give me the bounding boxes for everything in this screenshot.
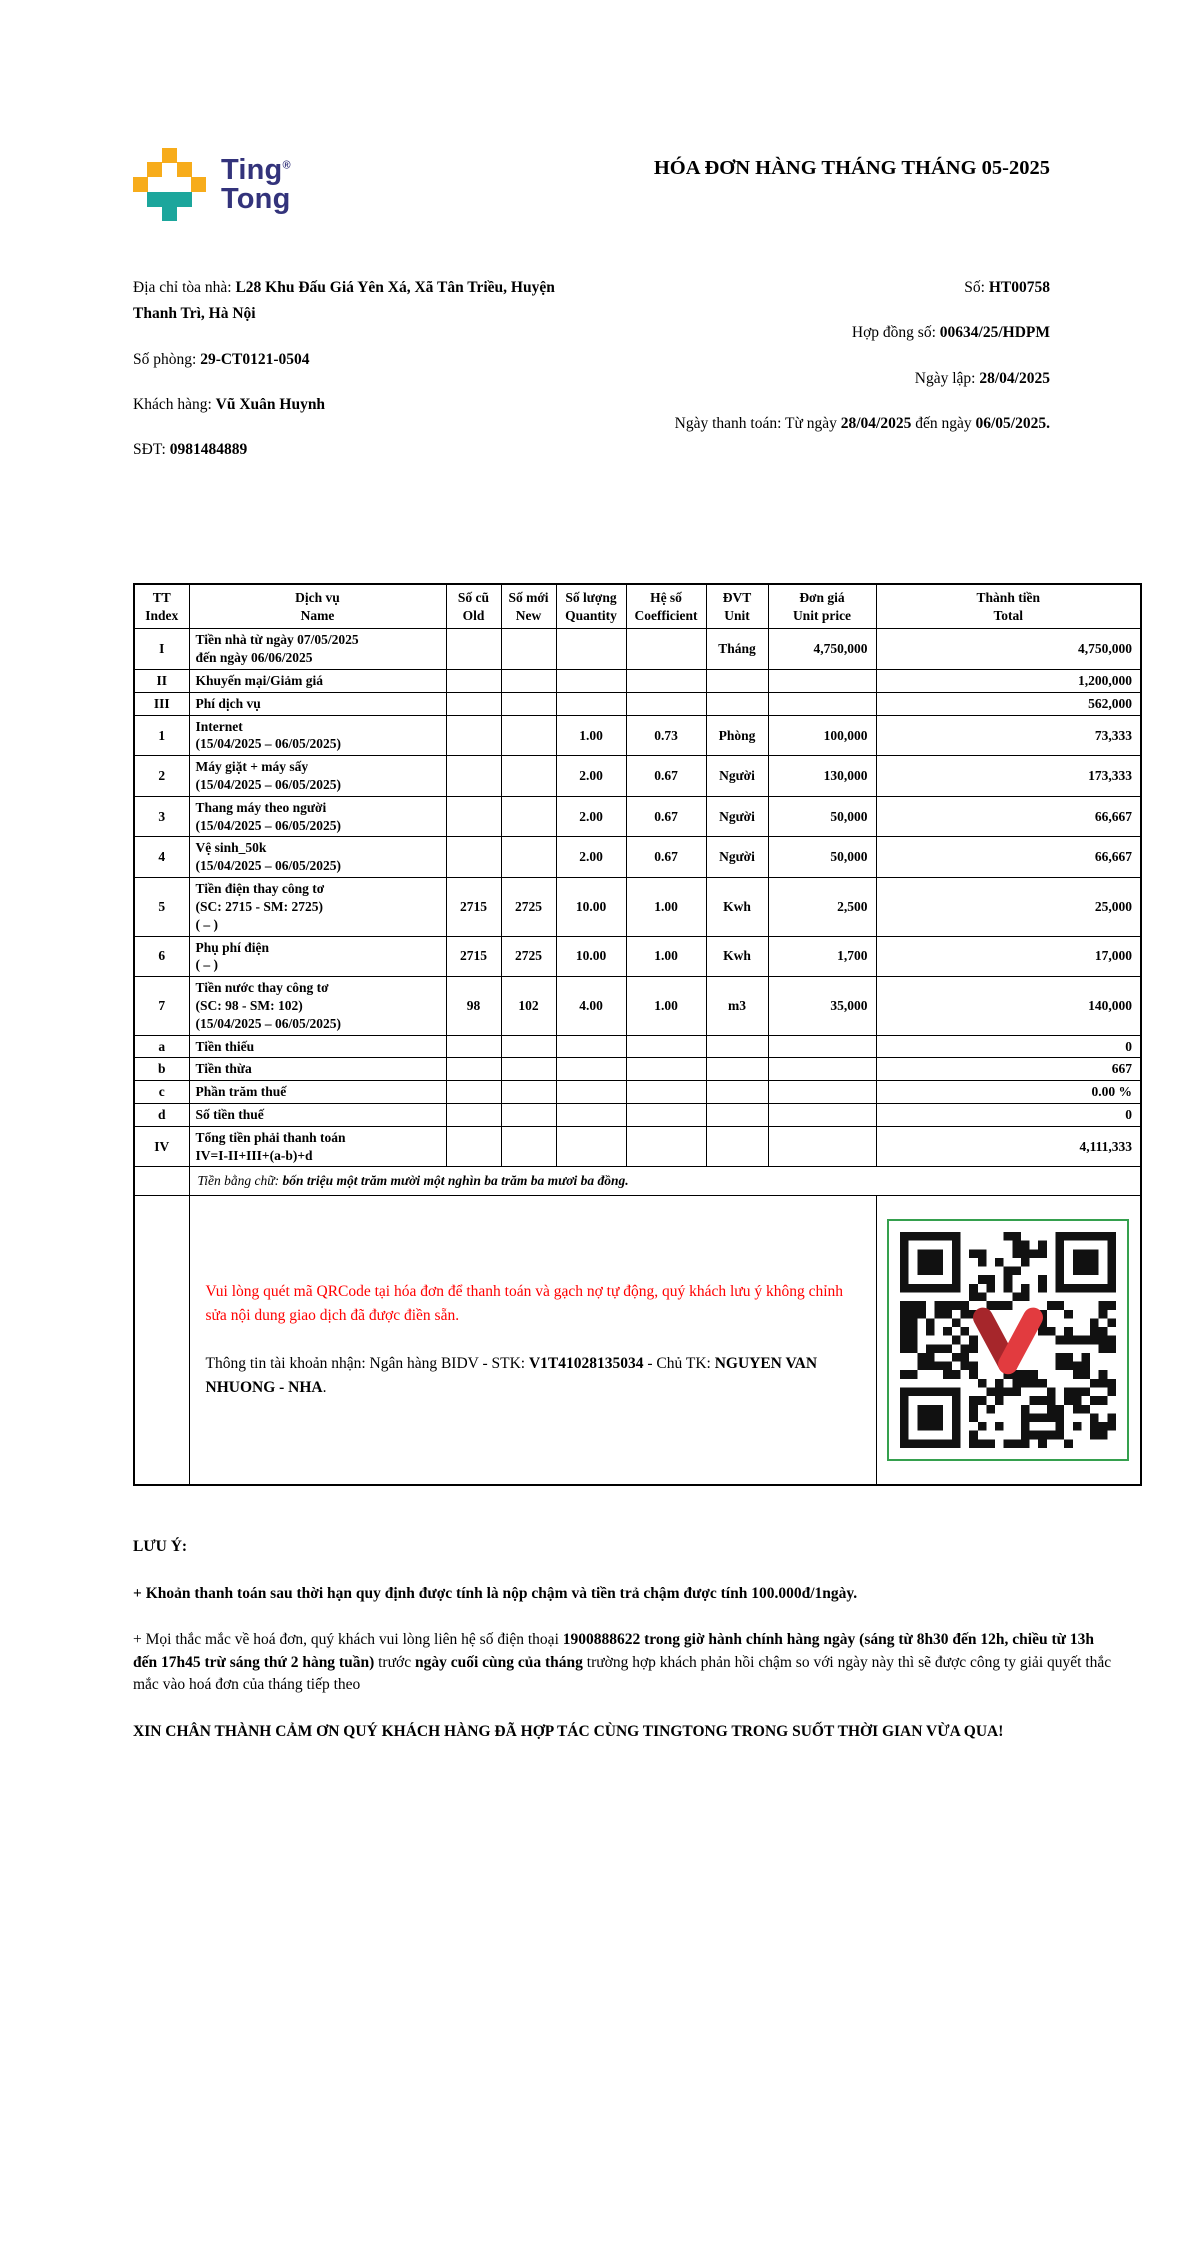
cell-name: Tiền điện thay công tơ (SC: 2715 - SM: 2725) ( – ) — [189, 878, 446, 936]
amount-in-words-value: bốn triệu một trăm mười một nghìn ba trăm ba mươi ba đồng. — [282, 1173, 629, 1189]
cell-coefficient — [626, 1081, 706, 1104]
cell-total: 173,333 — [876, 756, 1141, 797]
cell-index: 6 — [134, 936, 189, 977]
cell-coefficient — [626, 1104, 706, 1127]
cell-unit-price — [768, 1104, 876, 1127]
column-header-2: Số cũ Old — [446, 584, 501, 629]
qr-payment-warning-text: Vui lòng quét mã QRCode tại hóa đơn để thanh toán và gạch nợ tự động, quý khách lưu ý không chỉnh sửa nội dung giao dịch đã được điền sẵn. — [205, 1283, 844, 1325]
cell-new — [501, 837, 556, 878]
tingtong-logo — [133, 148, 291, 221]
cell-new — [501, 669, 556, 692]
cell-quantity: 2.00 — [556, 756, 626, 797]
qr-row — [134, 1196, 1141, 1486]
late-payment-note: + Khoản thanh toán sau thời hạn quy định được tính là nộp chậm và tiền trả chậm được tính 100.000đ/1ngày. — [133, 1584, 858, 1602]
cell-unit-price — [768, 1035, 876, 1058]
cell-new — [501, 756, 556, 797]
cell-total: 66,667 — [876, 837, 1141, 878]
cell-old: 2715 — [446, 936, 501, 977]
cell-new — [501, 796, 556, 837]
cell-index: 1 — [134, 715, 189, 756]
cell-quantity: 4.00 — [556, 977, 626, 1035]
table-row-2 — [134, 756, 1141, 797]
cell-quantity: 2.00 — [556, 796, 626, 837]
cell-index: 2 — [134, 756, 189, 797]
cell-coefficient: 1.00 — [626, 977, 706, 1035]
amount-in-words-spacer — [134, 1167, 189, 1196]
cell-total: 667 — [876, 1058, 1141, 1081]
cell-index: IV — [134, 1126, 189, 1167]
cell-name: Số tiền thuế — [189, 1104, 446, 1127]
cell-old — [446, 629, 501, 670]
cell-total: 0.00 % — [876, 1081, 1141, 1104]
building-address-line: Địa chỉ tòa nhà: L28 Khu Đấu Giá Yên Xá, Xã Tân Triều, Huyện Thanh Trì, Hà Nội — [133, 279, 555, 323]
cell-unit-price: 4,750,000 — [768, 629, 876, 670]
table-row-III — [134, 692, 1141, 715]
qr-code-image — [900, 1232, 1116, 1448]
table-header-row — [134, 584, 1141, 629]
column-header-3: Số mới New — [501, 584, 556, 629]
cell-old — [446, 669, 501, 692]
cell-quantity — [556, 1058, 626, 1081]
cell-unit: Người — [706, 796, 768, 837]
amount-in-words-row — [134, 1167, 1141, 1196]
cell-new — [501, 1126, 556, 1167]
cell-unit — [706, 669, 768, 692]
cell-total: 66,667 — [876, 796, 1141, 837]
cell-coefficient: 0.67 — [626, 837, 706, 878]
cell-unit-price — [768, 1058, 876, 1081]
cell-unit-price — [768, 1126, 876, 1167]
cell-new — [501, 692, 556, 715]
cell-total: 140,000 — [876, 977, 1141, 1035]
cell-index: b — [134, 1058, 189, 1081]
cell-coefficient: 1.00 — [626, 936, 706, 977]
cell-old: 2715 — [446, 878, 501, 936]
table-row-b — [134, 1058, 1141, 1081]
cell-quantity — [556, 1035, 626, 1058]
cell-name: Vệ sinh_50k (15/04/2025 – 06/05/2025) — [189, 837, 446, 878]
logo-word-1: Ting — [221, 154, 283, 187]
table-row-d — [134, 1104, 1141, 1127]
cell-name: Máy giặt + máy sấy (15/04/2025 – 06/05/2025) — [189, 756, 446, 797]
cell-unit-price: 130,000 — [768, 756, 876, 797]
invoice-meta — [601, 275, 1050, 483]
cell-unit: Người — [706, 837, 768, 878]
cell-quantity — [556, 1126, 626, 1167]
column-header-5: Hệ số Coefficient — [626, 584, 706, 629]
cell-index: I — [134, 629, 189, 670]
cell-new: 102 — [501, 977, 556, 1035]
table-row-IV — [134, 1126, 1141, 1167]
cell-total: 73,333 — [876, 715, 1141, 756]
cell-old — [446, 756, 501, 797]
cell-coefficient — [626, 669, 706, 692]
amount-in-words-cell — [189, 1167, 1141, 1196]
cell-index: 3 — [134, 796, 189, 837]
cell-unit — [706, 692, 768, 715]
cell-new — [501, 1104, 556, 1127]
table-row-I — [134, 629, 1141, 670]
column-header-6: ĐVT Unit — [706, 584, 768, 629]
cell-unit: Người — [706, 756, 768, 797]
cell-name: Tiền nước thay công tơ (SC: 98 - SM: 102) (15/04/2025 – 06/05/2025) — [189, 977, 446, 1035]
cell-unit — [706, 1035, 768, 1058]
invoice-number-line: Số: HT00758 — [964, 279, 1050, 296]
column-header-8: Thành tiền Total — [876, 584, 1141, 629]
cell-unit: m3 — [706, 977, 768, 1035]
qr-code-cell — [876, 1196, 1141, 1486]
cell-quantity — [556, 629, 626, 670]
phone-line: SĐT: 0981484889 — [133, 441, 248, 459]
cell-old — [446, 1035, 501, 1058]
cell-total: 17,000 — [876, 936, 1141, 977]
column-header-4: Số lượng Quantity — [556, 584, 626, 629]
cell-old — [446, 1081, 501, 1104]
cell-total: 562,000 — [876, 692, 1141, 715]
cell-coefficient — [626, 692, 706, 715]
cell-index: d — [134, 1104, 189, 1127]
cell-unit — [706, 1126, 768, 1167]
cell-new — [501, 1035, 556, 1058]
cell-unit: Phòng — [706, 715, 768, 756]
cell-old — [446, 1058, 501, 1081]
cell-total: 25,000 — [876, 878, 1141, 936]
table-row-6 — [134, 936, 1141, 977]
cell-old — [446, 837, 501, 878]
cell-total: 4,750,000 — [876, 629, 1141, 670]
qr-row-spacer — [134, 1196, 189, 1486]
cell-unit-price — [768, 1081, 876, 1104]
cell-unit — [706, 1081, 768, 1104]
cell-total: 4,111,333 — [876, 1126, 1141, 1167]
cell-new: 2725 — [501, 936, 556, 977]
cell-unit: Kwh — [706, 936, 768, 977]
cell-name: Phụ phí điện ( – ) — [189, 936, 446, 977]
cell-unit-price — [768, 669, 876, 692]
cell-index: 4 — [134, 837, 189, 878]
payment-period-line: Ngày thanh toán: Từ ngày 28/04/2025 đến ngày 06/05/2025. — [674, 415, 1050, 433]
invoice-table — [133, 583, 1142, 1487]
cell-unit — [706, 1104, 768, 1127]
cell-coefficient — [626, 1058, 706, 1081]
column-header-1: Dịch vụ Name — [189, 584, 446, 629]
cell-unit-price: 50,000 — [768, 796, 876, 837]
cell-name: Tiền nhà từ ngày 07/05/2025 đến ngày 06/06/2025 — [189, 629, 446, 670]
cell-coefficient — [626, 1126, 706, 1167]
cell-old — [446, 692, 501, 715]
cell-name: Internet (15/04/2025 – 06/05/2025) — [189, 715, 446, 756]
cell-index: a — [134, 1035, 189, 1058]
footer-notes — [133, 1536, 1115, 1743]
cell-unit-price: 1,700 — [768, 936, 876, 977]
thank-you-note: XIN CHÂN THÀNH CẢM ƠN QUÝ KHÁCH HÀNG ĐÃ HỢP TÁC CÙNG TINGTONG TRONG SUỐT THỜI GIAN VỪA QUA! — [133, 1722, 1004, 1740]
logo-word-2: Tong — [221, 182, 291, 215]
column-header-0: TT Index — [134, 584, 189, 629]
cell-total: 0 — [876, 1035, 1141, 1058]
invoice-title: HÓA ĐƠN HÀNG THÁNG THÁNG 05-2025 — [653, 157, 1050, 179]
cell-name: Tổng tiền phải thanh toán IV=I-II+III+(a-b)+d — [189, 1126, 446, 1167]
cell-coefficient: 0.73 — [626, 715, 706, 756]
table-row-1 — [134, 715, 1141, 756]
payment-instructions-cell — [189, 1196, 876, 1486]
registered-mark-icon: ® — [282, 159, 291, 172]
issue-date-line: Ngày lập: 28/04/2025 — [914, 369, 1050, 387]
cell-unit-price: 100,000 — [768, 715, 876, 756]
cell-name: Khuyến mại/Giảm giá — [189, 669, 446, 692]
cell-quantity: 2.00 — [556, 837, 626, 878]
cell-new — [501, 1058, 556, 1081]
cell-index: 7 — [134, 977, 189, 1035]
customer-info — [133, 275, 601, 483]
qr-code-frame — [887, 1219, 1129, 1461]
cell-unit-price — [768, 692, 876, 715]
cell-new: 2725 — [501, 878, 556, 936]
cell-name: Thang máy theo người (15/04/2025 – 06/05/2025) — [189, 796, 446, 837]
contract-number-line: Hợp đồng số: 00634/25/HDPM — [851, 324, 1050, 342]
cell-quantity — [556, 1081, 626, 1104]
cell-name: Phần trăm thuế — [189, 1081, 446, 1104]
cell-unit-price: 35,000 — [768, 977, 876, 1035]
column-header-7: Đơn giá Unit price — [768, 584, 876, 629]
cell-quantity — [556, 669, 626, 692]
cell-old — [446, 715, 501, 756]
cell-new — [501, 715, 556, 756]
cell-unit: Kwh — [706, 878, 768, 936]
cell-total: 0 — [876, 1104, 1141, 1127]
cell-coefficient — [626, 1035, 706, 1058]
cell-old — [446, 1104, 501, 1127]
table-row-II — [134, 669, 1141, 692]
cell-name: Tiền thừa — [189, 1058, 446, 1081]
cell-coefficient: 1.00 — [626, 878, 706, 936]
cell-new — [501, 1081, 556, 1104]
table-row-4 — [134, 837, 1141, 878]
cell-quantity: 1.00 — [556, 715, 626, 756]
cell-old — [446, 796, 501, 837]
tingtong-logo-text — [221, 156, 291, 213]
cell-new — [501, 629, 556, 670]
cell-unit: Tháng — [706, 629, 768, 670]
cell-unit-price: 2,500 — [768, 878, 876, 936]
cell-coefficient: 0.67 — [626, 796, 706, 837]
cell-index: c — [134, 1081, 189, 1104]
cell-index: III — [134, 692, 189, 715]
table-row-7 — [134, 977, 1141, 1035]
cell-name: Tiền thiếu — [189, 1035, 446, 1058]
cell-quantity: 10.00 — [556, 878, 626, 936]
cell-coefficient: 0.67 — [626, 756, 706, 797]
cell-total: 1,200,000 — [876, 669, 1141, 692]
hotline-note: + Mọi thắc mắc về hoá đơn, quý khách vui lòng liên hệ số điện thoại 1900888622 trong giờ hành chính hàng ngày (sáng từ 8h30 đến 12h, chiều từ 13h đến 17h45 trừ sáng thứ 2 hàng tuần) trước ngày cuối cùng của tháng trường hợp khách phản hồi chậm so với ngày này thì sẽ được công ty giải quyết thắc mắc vào hoá đơn của tháng tiếp theo — [133, 1631, 1112, 1694]
table-row-3 — [134, 796, 1141, 837]
tingtong-logo-icon — [133, 148, 206, 221]
amount-in-words-label: Tiền bằng chữ: — [197, 1173, 283, 1189]
cell-index: II — [134, 669, 189, 692]
notes-heading: LƯU Ý: — [133, 1538, 188, 1556]
page-header — [133, 148, 1050, 221]
table-row-a — [134, 1035, 1141, 1058]
customer-name-line: Khách hàng: Vũ Xuân Huynh — [133, 396, 326, 414]
table-row-c — [134, 1081, 1141, 1104]
cell-quantity — [556, 1104, 626, 1127]
cell-old — [446, 1126, 501, 1167]
cell-name: Phí dịch vụ — [189, 692, 446, 715]
cell-index: 5 — [134, 878, 189, 936]
cell-unit — [706, 1058, 768, 1081]
invoice-info — [133, 275, 1050, 483]
bank-account-text: Thông tin tài khoản nhận: Ngân hàng BIDV - STK: V1T41028135034 - Chủ TK: NGUYEN VAN NHUONG - NHA. — [205, 1355, 818, 1397]
cell-unit-price: 50,000 — [768, 837, 876, 878]
table-row-5 — [134, 878, 1141, 936]
cell-quantity — [556, 692, 626, 715]
room-number-line: Số phòng: 29-CT0121-0504 — [133, 350, 310, 368]
cell-coefficient — [626, 629, 706, 670]
cell-quantity: 10.00 — [556, 936, 626, 977]
cell-old: 98 — [446, 977, 501, 1035]
